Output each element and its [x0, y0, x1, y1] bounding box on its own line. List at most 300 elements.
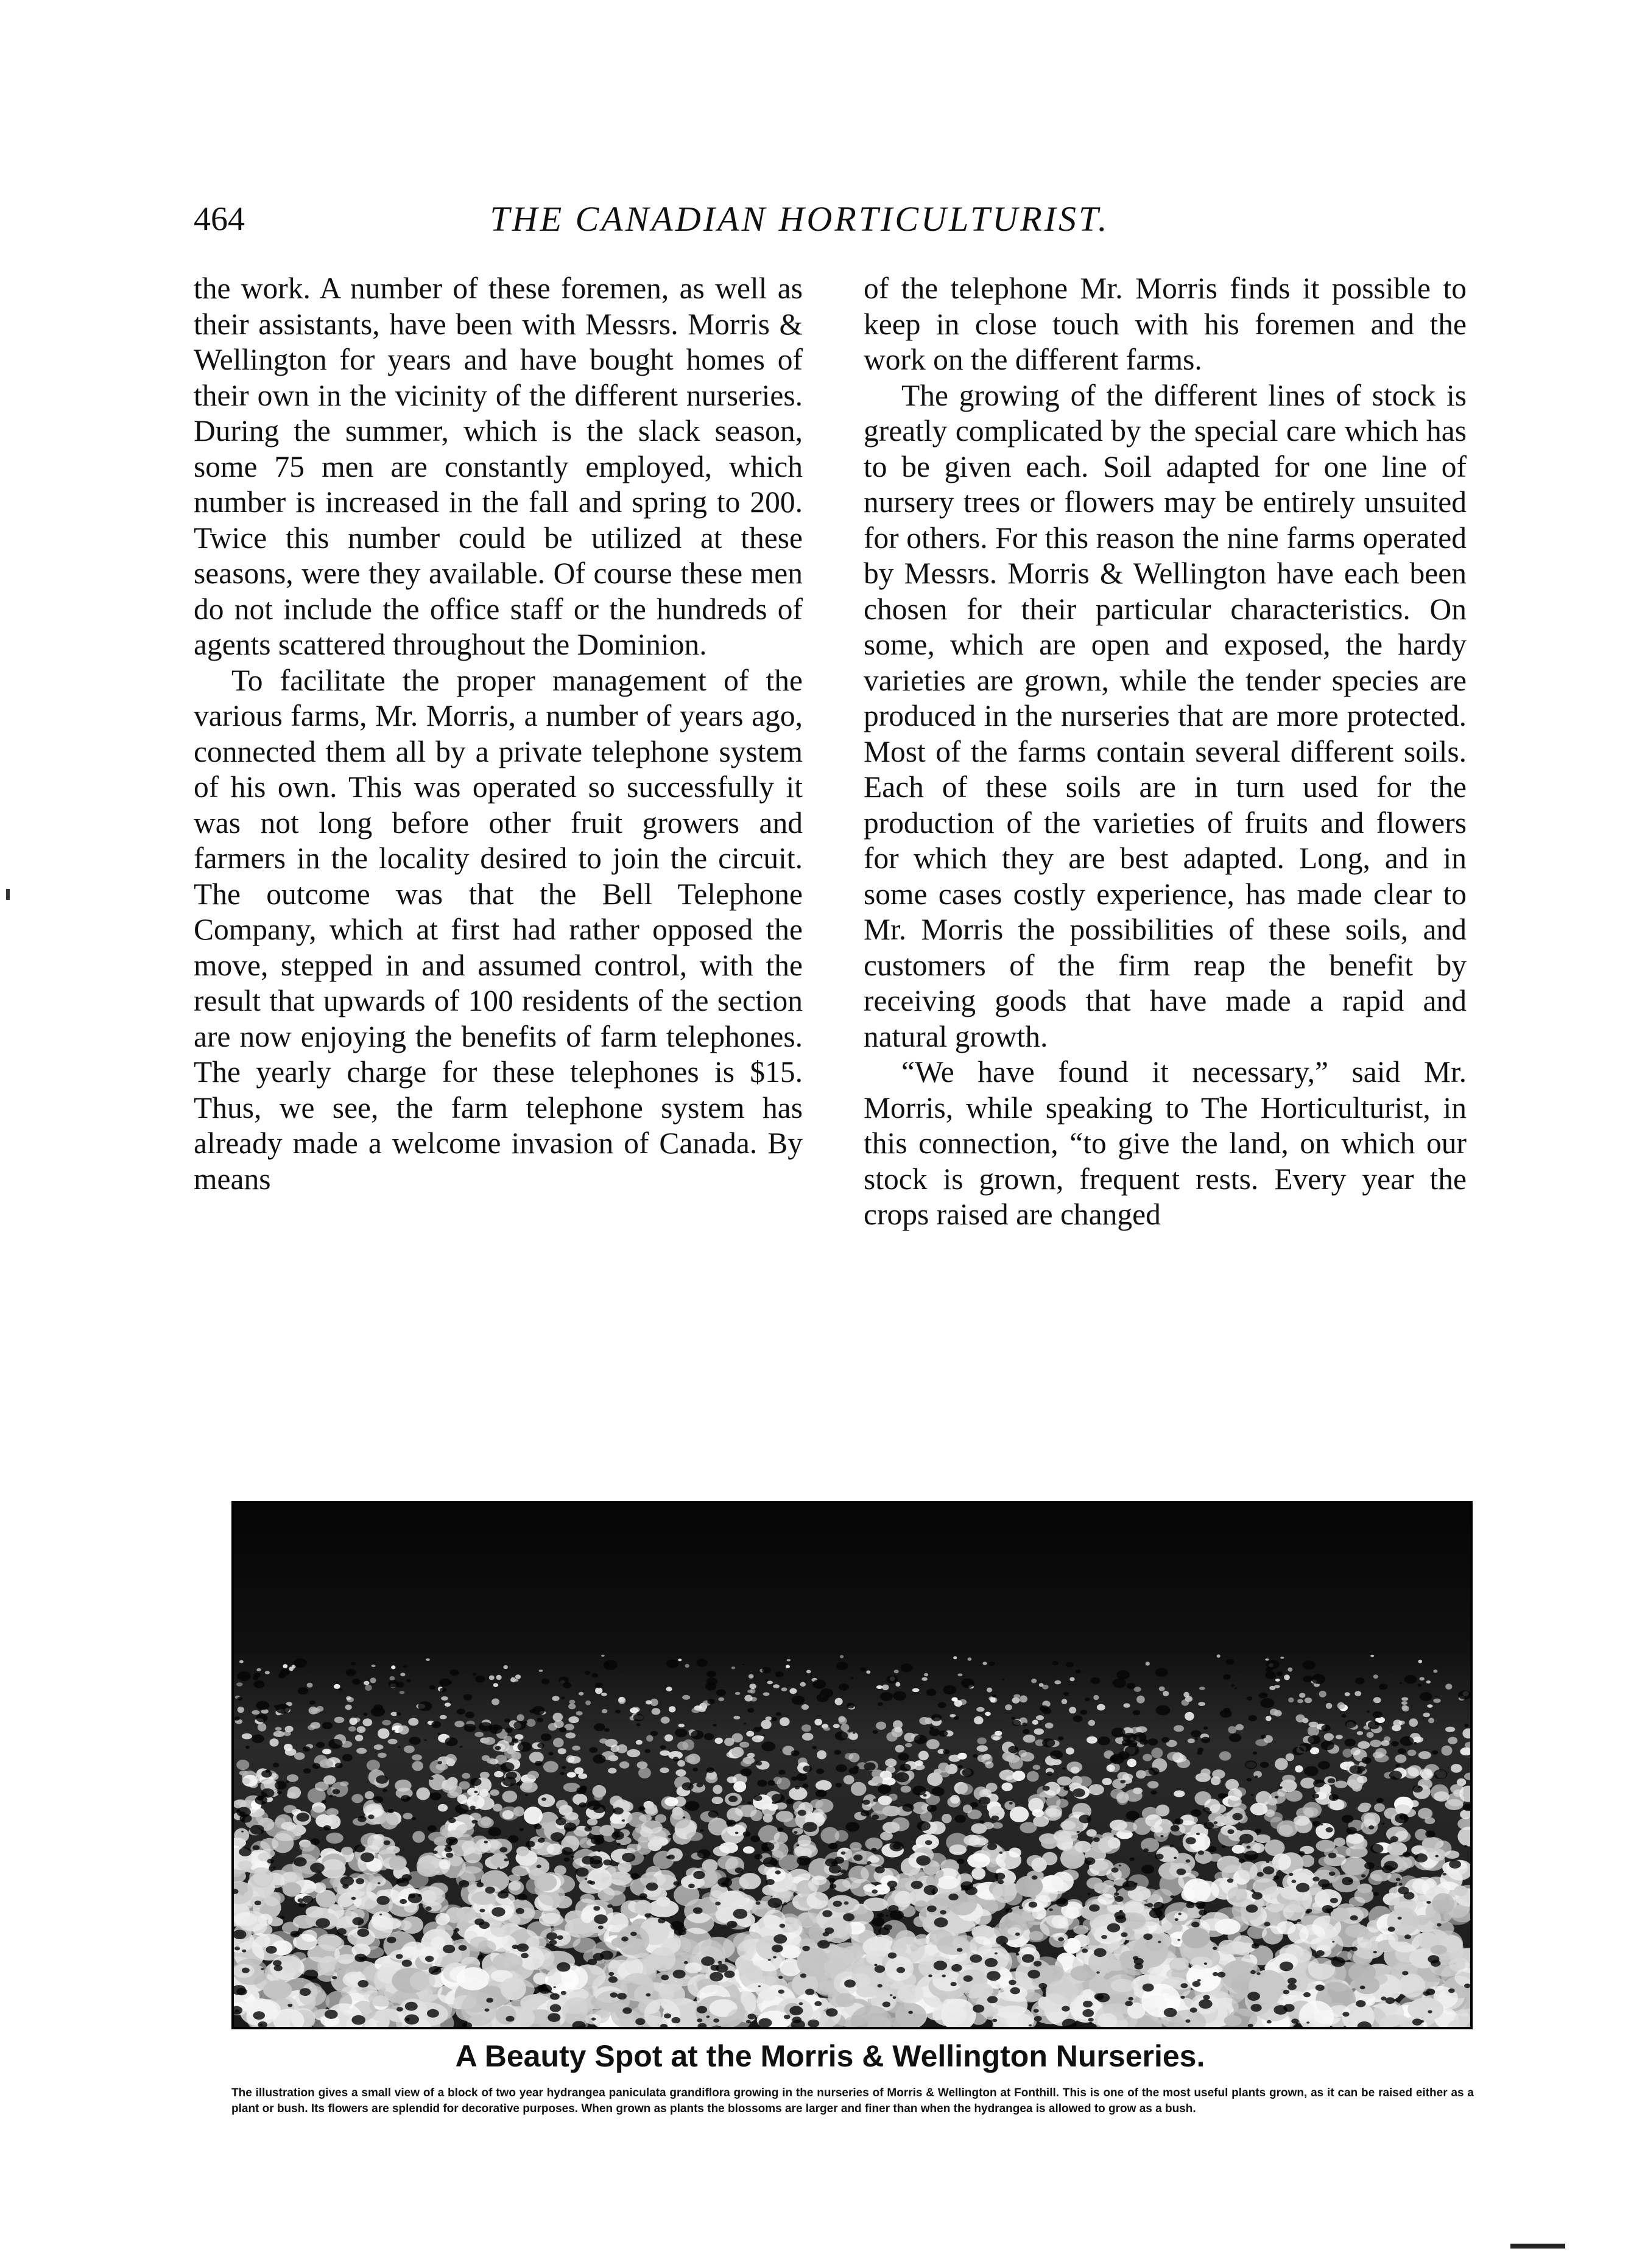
- blossom: [374, 1744, 384, 1750]
- leaf-shadow: [322, 1800, 326, 1803]
- blossom: [1309, 1722, 1319, 1727]
- blossom: [378, 1753, 387, 1758]
- leaf-shadow: [1291, 2018, 1298, 2023]
- leaf-shadow: [987, 1971, 1001, 1981]
- leaf-shadow: [758, 1985, 761, 1987]
- blossom: [1409, 1718, 1418, 1727]
- leaf-shadow: [1395, 1764, 1400, 1768]
- leaf-shadow: [877, 1913, 884, 1918]
- blossom: [732, 1733, 743, 1743]
- leaf-shadow: [554, 1986, 556, 1988]
- blossom: [635, 1900, 652, 1916]
- leaf-shadow: [1345, 1720, 1357, 1728]
- leaf-shadow: [535, 1761, 542, 1766]
- leaf-shadow: [1073, 1788, 1085, 1797]
- leaf-shadow: [1415, 1853, 1428, 1862]
- leaf-shadow: [992, 1694, 996, 1697]
- leaf-shadow: [610, 1992, 618, 1998]
- leaf-shadow: [491, 1907, 505, 1917]
- leaf-shadow: [673, 1757, 679, 1761]
- leaf-shadow: [888, 1905, 898, 1912]
- leaf-shadow: [925, 1840, 932, 1845]
- leaf-shadow: [1088, 1893, 1091, 1895]
- blossom: [1198, 1702, 1205, 1706]
- blossom: [957, 1753, 967, 1760]
- blossom: [1188, 1738, 1195, 1743]
- leaf-shadow: [1351, 1947, 1358, 1951]
- leaf-shadow: [1297, 1919, 1301, 1922]
- leaf-shadow: [557, 1962, 570, 1972]
- leaf-shadow: [1303, 1660, 1316, 1669]
- leaf-shadow: [635, 2018, 645, 2025]
- leaf-shadow: [1232, 1813, 1242, 1820]
- blossom: [1337, 1702, 1345, 1709]
- leaf-shadow: [607, 1905, 613, 1908]
- leaf-shadow: [465, 1712, 474, 1718]
- blossom: [985, 1712, 991, 1716]
- leaf-shadow: [685, 1801, 700, 1811]
- leaf-shadow: [484, 1841, 488, 1844]
- leaf-shadow: [286, 1781, 289, 1783]
- blossom: [976, 1707, 985, 1712]
- leaf-shadow: [901, 1663, 913, 1672]
- leaf-shadow: [429, 1777, 434, 1780]
- leaf-shadow: [429, 1966, 442, 1975]
- blossom: [569, 1700, 575, 1704]
- blossom: [778, 1855, 800, 1870]
- leaf-shadow: [256, 1701, 269, 1710]
- leaf-shadow: [322, 1722, 333, 1729]
- leaf-shadow: [445, 1847, 453, 1852]
- leaf-shadow: [464, 1724, 476, 1732]
- blossom: [1324, 1733, 1334, 1741]
- leaf-shadow: [245, 1746, 250, 1749]
- leaf-shadow: [1143, 1984, 1154, 1992]
- leaf-shadow: [615, 1710, 621, 1713]
- leaf-shadow: [1367, 1711, 1370, 1713]
- leaf-shadow: [998, 1880, 1004, 1884]
- blossom: [891, 1817, 909, 1831]
- leaf-shadow: [303, 1746, 310, 1752]
- leaf-shadow: [1266, 1667, 1273, 1673]
- blossom: [382, 1720, 391, 1726]
- blossom: [1110, 1820, 1127, 1831]
- leaf-shadow: [644, 1913, 651, 1917]
- blossom: [1057, 1777, 1072, 1786]
- leaf-shadow: [541, 1679, 550, 1685]
- leaf-shadow: [361, 1852, 375, 1862]
- blossom: [741, 1760, 752, 1767]
- leaf-shadow: [1376, 1798, 1384, 1803]
- leaf-shadow: [1148, 1738, 1158, 1746]
- blossom: [357, 1726, 366, 1733]
- blossom: [664, 1734, 673, 1741]
- leaf-shadow: [791, 1750, 800, 1757]
- leaf-shadow: [668, 1835, 672, 1839]
- blossom: [801, 1704, 809, 1710]
- blossom: [915, 1760, 923, 1766]
- blossom: [661, 1796, 676, 1810]
- leaf-shadow: [392, 1730, 395, 1732]
- leaf-shadow: [1015, 1933, 1020, 1936]
- leaf-shadow: [742, 1663, 745, 1665]
- leaf-shadow: [927, 1805, 937, 1812]
- blossom: [1088, 1720, 1095, 1726]
- blossom: [718, 1697, 724, 1701]
- leaf-shadow: [1303, 1676, 1312, 1682]
- leaf-shadow: [518, 1742, 532, 1752]
- blossom: [747, 1753, 755, 1758]
- blossom: [1033, 1765, 1041, 1770]
- leaf-shadow: [1312, 1877, 1319, 1881]
- blossom: [1093, 1695, 1099, 1701]
- blossom: [840, 1655, 844, 1658]
- leaf-shadow: [1191, 1730, 1201, 1738]
- blossom: [1284, 1674, 1290, 1680]
- blossom: [585, 1701, 591, 1705]
- blossom: [815, 1780, 832, 1791]
- leaf-shadow: [304, 1970, 319, 1980]
- blossom: [951, 1697, 957, 1702]
- leaf-shadow: [940, 1910, 946, 1914]
- leaf-shadow: [1255, 1775, 1258, 1778]
- leaf-shadow: [1050, 1750, 1063, 1760]
- blossom: [236, 1682, 243, 1686]
- blossom: [882, 1685, 889, 1691]
- leaf-shadow: [523, 1721, 527, 1724]
- leaf-shadow: [1063, 1786, 1070, 1791]
- blossom: [462, 1773, 470, 1779]
- leaf-shadow: [266, 1946, 277, 1954]
- leaf-shadow: [402, 1874, 412, 1881]
- blossom: [1118, 1772, 1129, 1780]
- leaf-shadow: [598, 1926, 604, 1929]
- leaf-shadow: [775, 1671, 784, 1677]
- leaf-shadow: [346, 1669, 356, 1676]
- blossom: [322, 1749, 331, 1754]
- leaf-shadow: [1400, 1682, 1402, 1684]
- leaf-shadow: [1096, 1971, 1100, 1974]
- leaf-shadow: [1331, 1957, 1345, 1967]
- blossom: [712, 1797, 724, 1804]
- leaf-shadow: [979, 1797, 990, 1805]
- leaf-shadow: [1012, 1720, 1021, 1726]
- leaf-shadow: [893, 1843, 901, 1849]
- blossom: [1370, 1740, 1381, 1747]
- leaf-shadow: [1414, 1742, 1417, 1744]
- blossom: [1373, 1697, 1381, 1703]
- blossom: [1071, 1767, 1080, 1774]
- blossom: [763, 1692, 770, 1696]
- blossom: [440, 1715, 447, 1719]
- leaf-shadow: [455, 1804, 469, 1814]
- leaf-shadow: [668, 1855, 675, 1859]
- blossom: [493, 1953, 523, 1971]
- leaf-shadow: [1368, 1825, 1374, 1830]
- blossom: [641, 1820, 663, 1834]
- leaf-shadow: [579, 1802, 586, 1807]
- leaf-shadow: [253, 1845, 260, 1850]
- leaf-shadow: [851, 1677, 854, 1679]
- leaf-shadow: [756, 1761, 763, 1766]
- leaf-shadow: [266, 1769, 270, 1773]
- blossom: [957, 1674, 962, 1677]
- leaf-shadow: [1283, 1990, 1290, 1994]
- leaf-shadow: [1435, 1855, 1439, 1858]
- leaf-shadow: [773, 1956, 777, 1959]
- blossom: [1305, 1697, 1312, 1703]
- leaf-shadow: [594, 1914, 608, 1924]
- leaf-shadow: [445, 1737, 458, 1746]
- blossom: [1275, 1758, 1288, 1770]
- leaf-shadow: [1263, 1866, 1275, 1874]
- blossom: [1199, 1687, 1205, 1690]
- blossom: [400, 1691, 405, 1694]
- leaf-shadow: [253, 2011, 265, 2020]
- leaf-shadow: [1239, 1834, 1253, 1844]
- leaf-shadow: [823, 1932, 829, 1936]
- leaf-shadow: [559, 1727, 566, 1733]
- leaf-shadow: [1425, 1831, 1435, 1838]
- blossom: [515, 1674, 521, 1679]
- leaf-shadow: [1266, 1861, 1270, 1863]
- leaf-shadow: [1373, 1712, 1383, 1718]
- leaf-shadow: [1291, 1880, 1296, 1883]
- blossom: [1060, 1820, 1076, 1830]
- blossom: [1087, 1736, 1097, 1744]
- blossom: [993, 1882, 1017, 1903]
- leaf-shadow: [1125, 2001, 1133, 2006]
- leaf-shadow: [794, 1831, 798, 1834]
- leaf-shadow: [995, 1873, 1005, 1880]
- blossom: [1358, 1741, 1370, 1749]
- leaf-shadow: [495, 1746, 501, 1750]
- leaf-shadow: [1329, 1794, 1339, 1801]
- blossom: [1178, 1873, 1197, 1889]
- leaf-shadow: [1116, 1670, 1130, 1679]
- leaf-shadow: [970, 1802, 978, 1808]
- leaf-shadow: [234, 1947, 240, 1950]
- leaf-shadow: [884, 1925, 892, 1931]
- blossom: [239, 1660, 244, 1663]
- blossom: [547, 1844, 564, 1855]
- leaf-shadow: [1114, 1892, 1119, 1896]
- blossom: [326, 1833, 343, 1844]
- leaf-shadow: [1064, 1797, 1067, 1799]
- leaf-shadow: [928, 1975, 932, 1978]
- blossom: [745, 1965, 763, 1982]
- leaf-shadow: [1181, 1983, 1188, 1988]
- blossom: [1294, 1816, 1310, 1826]
- leaf-shadow: [817, 1940, 830, 1948]
- blossom: [516, 1847, 529, 1856]
- blossom: [483, 1737, 495, 1745]
- leaf-shadow: [766, 1879, 775, 1885]
- leaf-shadow: [1038, 1983, 1047, 1989]
- blossom: [501, 1977, 526, 2000]
- leaf-shadow: [1299, 1743, 1312, 1752]
- blossom: [1006, 1775, 1018, 1783]
- blossom: [643, 1954, 665, 1969]
- leaf-shadow: [927, 1906, 937, 1912]
- blossom: [1279, 1825, 1293, 1836]
- leaf-shadow: [844, 1979, 856, 1987]
- leaf-shadow: [873, 1730, 878, 1733]
- leaf-shadow: [932, 1718, 934, 1719]
- leaf-shadow: [942, 1975, 946, 1978]
- leaf-shadow: [550, 2004, 561, 2012]
- leaf-shadow: [939, 1730, 948, 1736]
- leaf-shadow: [376, 1775, 388, 1784]
- leaf-shadow: [747, 1708, 754, 1713]
- leaf-shadow: [741, 1768, 752, 1776]
- blossom: [985, 1761, 994, 1769]
- leaf-shadow: [428, 1825, 437, 1832]
- blossom: [752, 1735, 764, 1742]
- blossom: [512, 1866, 530, 1876]
- leaf-shadow: [1154, 1902, 1164, 1909]
- blossom: [970, 1983, 993, 1998]
- blossom: [234, 1828, 249, 1842]
- leaf-shadow: [472, 1673, 476, 1676]
- leaf-shadow: [418, 1701, 432, 1711]
- blossom: [1087, 1829, 1097, 1836]
- blossom: [1190, 1957, 1213, 1970]
- blossom: [474, 1732, 484, 1737]
- blossom: [851, 1782, 867, 1796]
- leaf-shadow: [404, 2014, 419, 2024]
- leaf-shadow: [593, 1755, 605, 1764]
- blossom: [496, 2006, 516, 2024]
- blossom: [840, 1724, 849, 1731]
- blossom: [1373, 1999, 1404, 2027]
- blossom: [1034, 1729, 1044, 1735]
- blossom: [895, 1682, 900, 1687]
- leaf-shadow: [275, 1781, 287, 1789]
- leaf-shadow: [849, 1768, 859, 1774]
- leaf-shadow: [1449, 1860, 1461, 1869]
- blossom: [1059, 1831, 1078, 1842]
- blossom: [691, 1708, 700, 1713]
- leaf-shadow: [1443, 1873, 1446, 1875]
- blossom: [1308, 1957, 1336, 1980]
- blossom: [408, 1718, 418, 1726]
- leaf-shadow: [1396, 1878, 1401, 1881]
- leaf-shadow: [1261, 1735, 1266, 1738]
- blossom: [807, 1892, 829, 1909]
- blossom: [270, 1738, 279, 1746]
- blossom: [272, 1833, 294, 1853]
- leaf-shadow: [1110, 1755, 1119, 1761]
- leaf-shadow: [814, 2001, 822, 2006]
- leaf-shadow: [916, 1855, 931, 1866]
- leaf-shadow: [1149, 1768, 1160, 1775]
- leaf-shadow: [1318, 1761, 1330, 1769]
- leaf-shadow: [1244, 1851, 1258, 1861]
- leaf-shadow: [1412, 1785, 1423, 1792]
- leaf-shadow: [1056, 1898, 1069, 1906]
- blossom: [792, 1828, 803, 1834]
- leaf-shadow: [388, 1809, 394, 1813]
- leaf-shadow: [1318, 1879, 1330, 1887]
- blossom: [1183, 1692, 1189, 1697]
- blossom: [558, 1748, 566, 1754]
- leaf-shadow: [237, 1697, 242, 1701]
- blossom: [1002, 1783, 1013, 1791]
- blossom: [1069, 1677, 1074, 1682]
- leaf-shadow: [498, 1891, 509, 1899]
- leaf-shadow: [1287, 1984, 1297, 1990]
- leaf-shadow: [835, 1732, 848, 1741]
- leaf-shadow: [446, 1853, 453, 1858]
- leaf-shadow: [1201, 1737, 1210, 1743]
- leaf-shadow: [1143, 1848, 1149, 1852]
- leaf-shadow: [923, 1794, 927, 1797]
- leaf-shadow: [1141, 1865, 1154, 1874]
- blossom: [238, 1860, 252, 1870]
- blossom: [677, 1760, 685, 1767]
- leaf-shadow: [834, 1750, 842, 1755]
- leaf-shadow: [1177, 1869, 1186, 1875]
- leaf-shadow: [1186, 1902, 1194, 1908]
- leaf-shadow: [645, 1749, 650, 1754]
- blossom: [1039, 1683, 1044, 1687]
- blossom: [1354, 1691, 1361, 1696]
- blossom: [1054, 1680, 1061, 1685]
- leaf-shadow: [833, 1901, 842, 1907]
- leaf-shadow: [862, 1800, 870, 1805]
- leaf-shadow: [1101, 1935, 1107, 1939]
- leaf-shadow: [772, 1794, 785, 1803]
- leaf-shadow: [342, 1754, 353, 1761]
- leaf-shadow: [791, 1777, 797, 1781]
- leaf-shadow: [1218, 1793, 1226, 1799]
- leaf-shadow: [1134, 1963, 1143, 1969]
- leaf-shadow: [234, 1716, 240, 1721]
- leaf-shadow: [396, 2007, 403, 2012]
- leaf-shadow: [1186, 1859, 1191, 1862]
- leaf-shadow: [762, 1667, 771, 1673]
- leaf-shadow: [962, 1768, 974, 1777]
- blossom: [926, 1875, 939, 1887]
- leaf-shadow: [768, 1959, 771, 1961]
- leaf-shadow: [888, 1953, 896, 1959]
- leaf-shadow: [538, 1838, 545, 1843]
- blossom: [747, 1690, 753, 1693]
- leaf-shadow: [1022, 1954, 1034, 1962]
- leaf-shadow: [1350, 1765, 1362, 1774]
- blossom: [491, 1699, 499, 1705]
- blossom: [780, 1717, 790, 1726]
- leaf-shadow: [1312, 1821, 1320, 1827]
- leaf-shadow: [278, 1673, 286, 1678]
- blossom: [1330, 1799, 1344, 1810]
- blossom: [885, 1758, 896, 1767]
- leaf-shadow: [727, 1921, 737, 1928]
- leaf-shadow: [1373, 1951, 1377, 1953]
- leaf-shadow: [287, 2004, 292, 2007]
- leaf-shadow: [329, 1795, 333, 1798]
- figure-caption-text: The illustration gives a small view of a block of two year hydrangea paniculata grandiflora growing in the nurseries of Morris & Wellington at Fonthill. This is one of the most useful plants grown, as it can be raised either as a plant or bush. Its flowers are splendid for decorative purposes. When grown as plants the blossoms are larger and finer than when the hydrangea is allowed to grow as a bush.: [231, 2087, 1474, 2115]
- blossom: [1287, 1668, 1292, 1672]
- leaf-shadow: [499, 1847, 507, 1853]
- leaf-shadow: [878, 1984, 882, 1988]
- leaf-shadow: [294, 1857, 307, 1866]
- leaf-shadow: [777, 1827, 783, 1831]
- blossom: [1181, 1888, 1196, 1901]
- leaf-shadow: [1180, 1996, 1185, 1999]
- leaf-shadow: [378, 1882, 381, 1884]
